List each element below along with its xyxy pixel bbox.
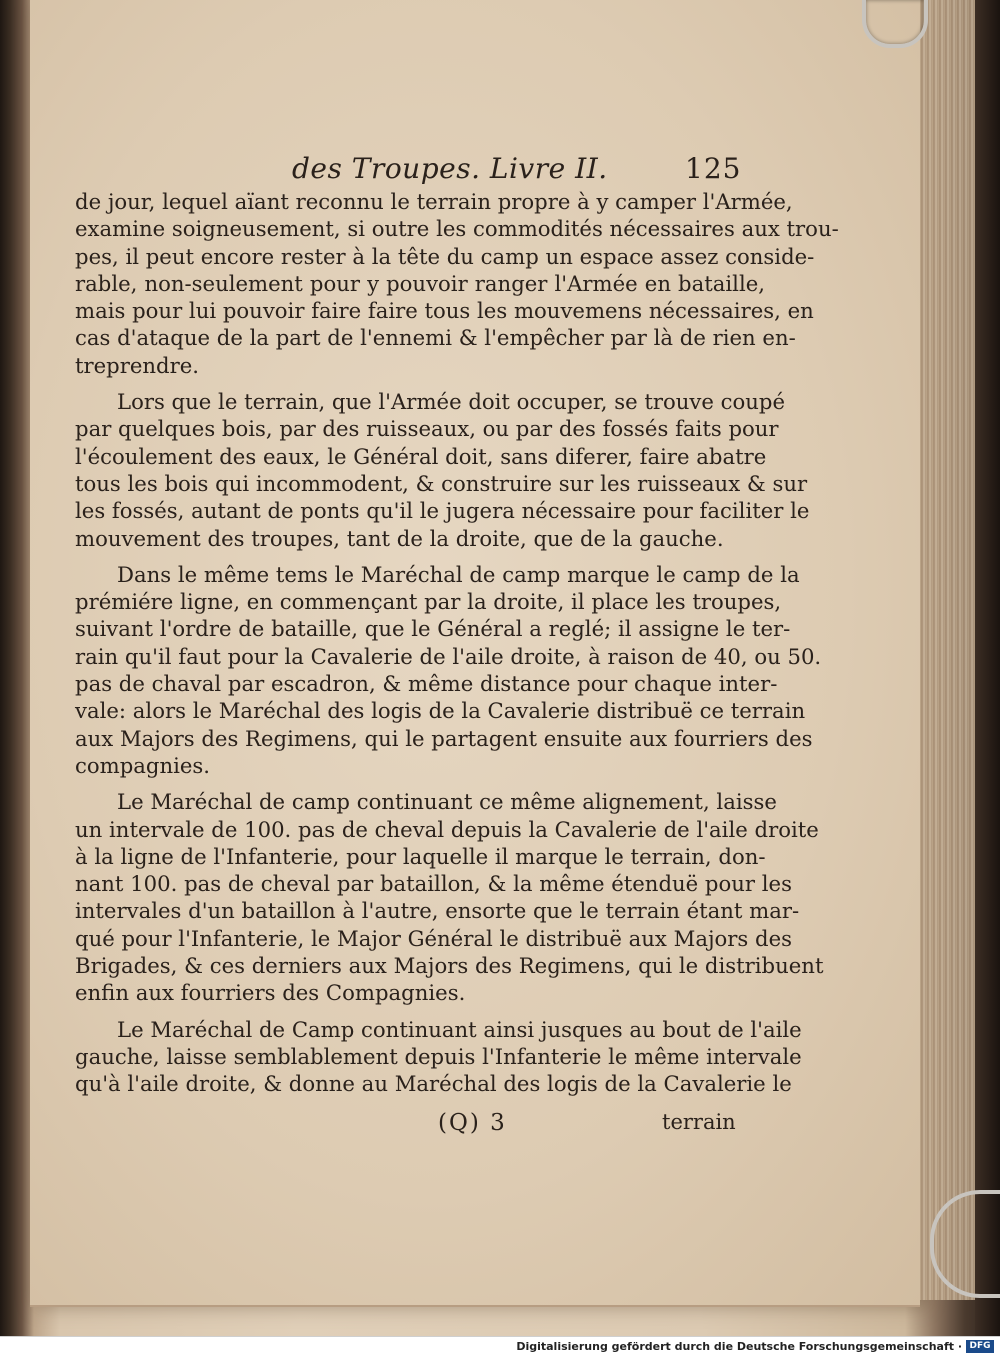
text-line: à la ligne de l'Infanterie, pour laquelle il marque le terrain, don- xyxy=(75,843,766,869)
text-line: mais pour lui pouvoir faire faire tous les mouvemens nécessaires, en xyxy=(75,298,814,324)
text-line: Le Maréchal de camp continuant ce même alignement, laisse xyxy=(117,789,777,815)
text-line: cas d'ataque de la part de l'ennemi & l'empêcher par là de rien en- xyxy=(75,325,796,351)
text-line: pas de chaval par escadron, & même distance pour chaque inter- xyxy=(75,671,778,697)
page-clip-icon xyxy=(862,0,928,48)
text-line: un intervale de 100. pas de cheval depuis la Cavalerie de l'aile droite xyxy=(75,816,819,842)
page-header xyxy=(0,152,1000,192)
text-line: nant 100. pas de cheval par bataillon, & la même étenduë pour les xyxy=(75,871,792,897)
text-line: prémiére ligne, en commençant par la droite, il place les troupes, xyxy=(75,589,782,615)
text-line: par quelques bois, par des ruisseaux, ou par des fossés faits pour xyxy=(75,416,779,442)
text-line: de jour, lequel aïant reconnu le terrain propre à y camper l'Armée, xyxy=(75,189,793,214)
credit-text: Digitalisierung gefördert durch die Deutsche Forschungsgemeinschaft · xyxy=(516,1340,962,1353)
text-line: suivant l'ordre de bataille, que le Général a reglé; il assigne le ter- xyxy=(75,616,791,642)
text-line: enfin aux fourriers des Compagnies. xyxy=(75,980,466,1006)
page-footer xyxy=(0,1110,1000,1146)
text-line: qu'à l'aile droite, & donne au Maréchal des logis de la Cavalerie le xyxy=(75,1071,792,1097)
text-line: examine soigneusement, si outre les commodités nécessaires aux trou- xyxy=(75,216,839,242)
text-line: les fossés, autant de ponts qu'il le jugera nécessaire pour faciliter le xyxy=(75,498,810,524)
text-line: Brigades, & ces derniers aux Majors des Regimens, qui le distribuent xyxy=(75,953,824,979)
text-line: qué pour l'Infanterie, le Major Général le distribuë aux Majors des xyxy=(75,925,792,951)
text-line: rable, non-seulement pour y pouvoir ranger l'Armée en bataille, xyxy=(75,270,765,296)
text-line: vale: alors le Maréchal des logis de la Cavalerie distribuë ce terrain xyxy=(75,698,806,724)
text-line: gauche, laisse semblablement depuis l'Infanterie le même intervale xyxy=(75,1043,802,1069)
paragraph xyxy=(75,561,822,779)
text-line: intervales d'un bataillon à l'autre, ensorte que le terrain étant mar- xyxy=(75,898,800,924)
text-line: pes, il peut encore rester à la tête du camp un espace assez conside- xyxy=(75,243,815,269)
paragraph xyxy=(75,1016,802,1098)
signature-mark: (Q) 3 xyxy=(438,1110,507,1136)
text-line: rain qu'il faut pour la Cavalerie de l'aile droite, à raison de 40, ou 50. xyxy=(75,643,822,669)
text-line: Dans le même tems le Maréchal de camp marque le camp de la xyxy=(117,561,800,587)
page-edges xyxy=(920,0,975,1300)
text-line: tous les bois qui incommodent, & construire sur les ruisseaux & sur xyxy=(75,470,808,496)
paragraph xyxy=(75,788,824,1006)
catchword: terrain xyxy=(662,1110,736,1134)
body-text xyxy=(75,188,839,1107)
paragraph xyxy=(75,388,810,552)
page-number: 125 xyxy=(685,152,742,185)
running-head: des Troupes. Livre II. xyxy=(292,152,608,185)
text-line: l'écoulement des eaux, le Général doit, sans diferer, faire abatre xyxy=(75,443,767,469)
text-line: Le Maréchal de Camp continuant ainsi jusques au bout de l'aile xyxy=(117,1016,802,1042)
text-line: treprendre. xyxy=(75,352,200,378)
text-line: compagnies. xyxy=(75,752,211,778)
text-line: aux Majors des Regimens, qui le partagent ensuite aux fourriers des xyxy=(75,725,813,751)
credit-bar xyxy=(0,1336,1000,1357)
dfg-logo-icon: DFG xyxy=(966,1340,994,1353)
text-line: Lors que le terrain, que l'Armée doit occuper, se trouve coupé xyxy=(117,389,785,415)
text-line: mouvement des troupes, tant de la droite, que de la gauche. xyxy=(75,525,724,551)
paragraph xyxy=(75,188,839,379)
